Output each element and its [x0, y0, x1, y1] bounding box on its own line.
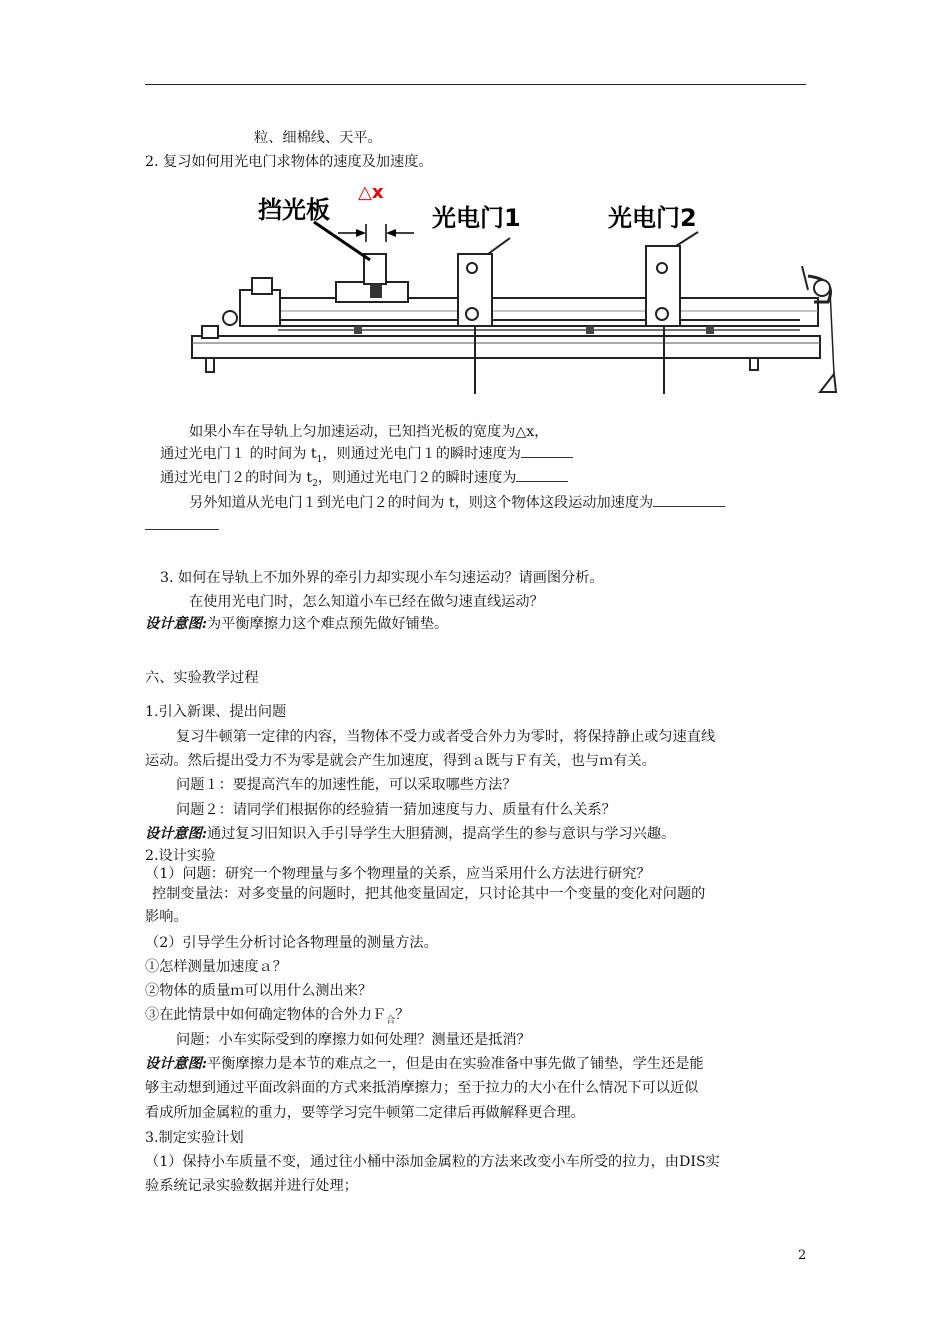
subsection-title: 1.引入新课、提出问题: [145, 704, 287, 720]
subsection-title: 2.设计实验: [145, 848, 216, 864]
text-line: 粒、细棉线、天平。: [254, 130, 382, 146]
paragraph: 如果小车在导轨上匀加速运动，已知挡光板的宽度为△x，: [189, 424, 549, 440]
list-item: ①怎样测量加速度ａ？: [145, 959, 287, 975]
answer-blank: [516, 469, 568, 482]
paragraph: 看成所加金属粒的重力，要等学习完牛顿第二定律后再做解释更合理。: [145, 1105, 585, 1121]
label-light-board: 挡光板: [258, 196, 330, 224]
label-gate-1: 光电门1: [432, 204, 521, 232]
page-number: 2: [798, 1248, 807, 1263]
design-note: 设计意图:为平衡摩擦力这个难点预先做好铺垫。: [145, 616, 449, 632]
paragraph: 复习牛顿第一定律的内容，当物体不受力或者受合外力为零时，将保持静止或匀速直线: [176, 729, 716, 745]
paragraph: 通过光电门１ 的时间为 $t_1$，则通过光电门１的瞬时速度为: [160, 444, 573, 470]
photogate-figure: [188, 180, 838, 402]
paragraph: （2）引导学生分析讨论各物理量的测量方法。: [145, 935, 438, 951]
question: 问题：小车实际受到的摩擦力如何处理？测量还是抵消？: [176, 1032, 531, 1048]
paragraph: 影响。: [145, 909, 188, 925]
paragraph: 通过光电门２的时间为 $t_2$，则通过光电门２的瞬时速度为: [160, 468, 568, 494]
list-item: ②物体的质量ｍ可以用什么测出来？: [145, 983, 373, 999]
answer-blank: [653, 494, 725, 507]
paragraph: 在使用光电门时，怎么知道小车已经在做匀速直线运动？: [189, 594, 544, 610]
list-item: ③在此情景中如何确定物体的合外力Ｆ$_合$？: [145, 1007, 410, 1026]
question: 问题２：请同学们根据你的经验猜一猜加速度与力、质量有什么关系？: [176, 802, 616, 818]
paragraph: 另外知道从光电门１到光电门２的时间为 t，则这个物体这段运动加速度为: [189, 493, 725, 513]
paragraph: （1）保持小车质量不变，通过往小桶中添加金属粒的方法来改变小车所受的拉力，由DIS实: [145, 1154, 720, 1170]
answer-blank-line: [145, 516, 219, 536]
item-2: 2. 复习如何用光电门求物体的速度及加速度。: [145, 154, 433, 170]
paragraph: 够主动想到通过平面改斜面的方式来抵消摩擦力；至于拉力的大小在什么情况下可以近似: [145, 1080, 699, 1096]
paragraph: 验系统记录实验数据并进行处理；: [145, 1178, 358, 1194]
design-note: 设计意图:通过复习旧知识入手引导学生大胆猜测，提高学生的参与意识与学习兴趣。: [145, 826, 676, 842]
section-title: 六、实验教学过程: [145, 670, 259, 686]
question: 问题１：要提高汽车的加速性能，可以采取哪些方法？: [176, 777, 517, 793]
item-3: 3. 如何在导轨上不加外界的牵引力却实现小车匀速运动？请画图分析。: [160, 570, 604, 586]
paragraph: （1）问题：研究一个物理量与多个物理量的关系，应当采用什么方法进行研究？: [145, 866, 651, 882]
subsection-title: 3.制定实验计划: [145, 1130, 244, 1146]
paragraph: 控制变量法：对多变量的问题时，把其他变量固定，只讨论其中一个变量的变化对问题的: [152, 886, 706, 902]
label-gate-2: 光电门2: [608, 204, 697, 232]
paragraph: 运动。然后提出受力不为零是就会产生加速度，得到ａ既与Ｆ有关，也与ｍ有关。: [145, 753, 656, 769]
label-delta-x: △x: [358, 182, 384, 203]
header-rule: [145, 84, 806, 85]
design-note: 设计意图:平衡摩擦力是本节的难点之一，但是由在实验准备中事先做了铺垫，学生还是能: [145, 1056, 704, 1072]
answer-blank: [521, 445, 573, 458]
